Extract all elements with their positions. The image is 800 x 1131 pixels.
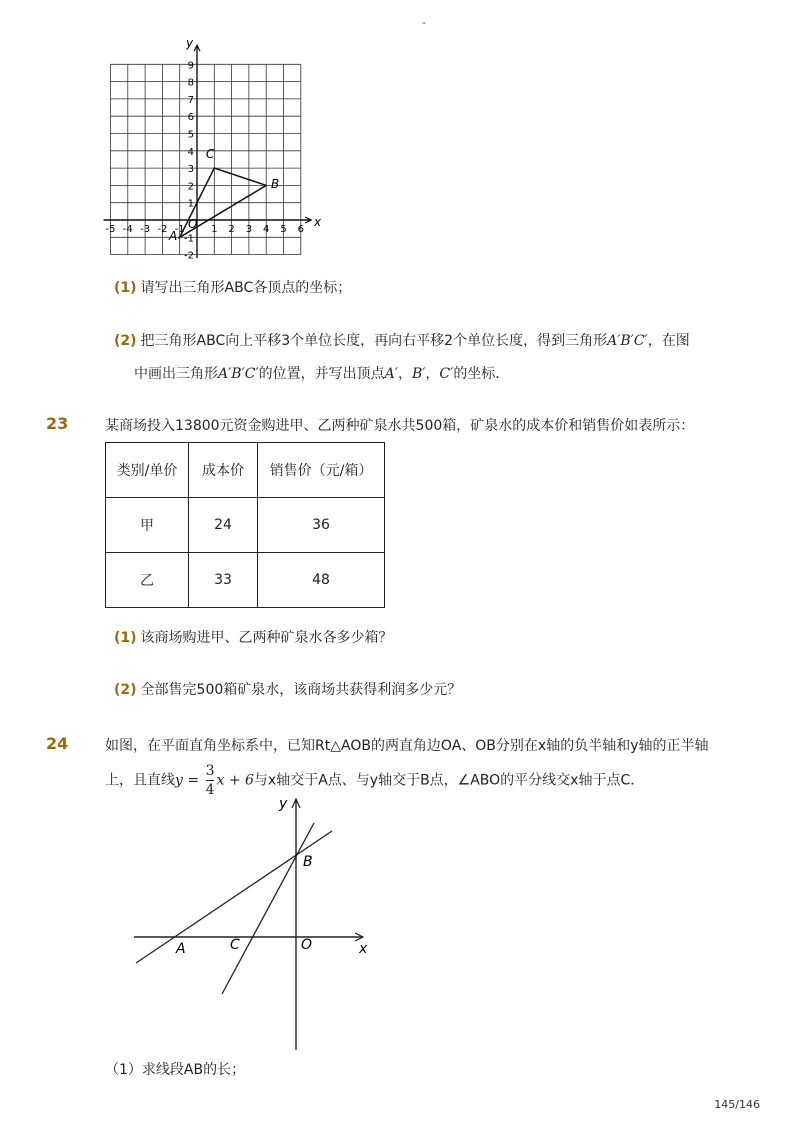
x-tick-label: 5 <box>280 224 287 235</box>
q22-sub2-line1 <box>114 331 690 351</box>
y-tick-label: 9 <box>187 60 194 72</box>
q23-sub2 <box>114 680 461 700</box>
table-cell: 36 <box>258 498 385 553</box>
q22-sub1-number: (1) <box>114 280 137 296</box>
grid-tick-labels <box>106 60 304 261</box>
x-tick-label: -1 <box>174 224 185 235</box>
q22-sub1 <box>114 278 351 298</box>
q23-sub1 <box>114 628 393 648</box>
a-prime: A′ <box>384 366 398 382</box>
q24-line2-b: 与x轴交于A点、与y轴交于B点，∠ABO的平分线交x轴于点C． <box>253 772 645 789</box>
q22-tri-prime: A′B′C′ <box>607 333 648 349</box>
table-cell: 33 <box>189 553 258 608</box>
y-tick-label: 3 <box>187 164 194 176</box>
y-tick-label: 4 <box>187 146 194 158</box>
y-tick-label: -2 <box>184 250 194 262</box>
table-header-row <box>106 443 385 498</box>
x-tick-label: -3 <box>140 224 151 235</box>
page-number: 145/146 <box>714 1098 760 1111</box>
eq-equals: = <box>182 772 204 789</box>
line-bc <box>222 823 314 994</box>
x-tick-label: 6 <box>297 224 304 235</box>
q22-sub2-line2 <box>134 364 509 384</box>
q23-sub1-number: (1) <box>114 630 137 646</box>
x-tick-label: -4 <box>122 224 133 235</box>
q22-tri-prime-2: A′B′C′ <box>218 366 259 382</box>
q23-sub1-text: 该商场购进甲、乙两种矿泉水各多少箱？ <box>140 630 393 646</box>
q23-number: 23 <box>46 414 69 433</box>
table-header-cell: 成本价 <box>189 443 258 498</box>
fig-label-c: C <box>230 937 240 953</box>
y-axis-label: y <box>186 36 194 50</box>
origin-label: O <box>188 217 198 231</box>
y-tick-label: 2 <box>187 181 194 193</box>
eq-lhs: y <box>175 772 183 789</box>
vertex-label-b: B <box>271 177 280 191</box>
table-header-cell: 销售价（元/箱） <box>258 443 385 498</box>
q24-figure <box>130 792 380 1056</box>
y-tick-label: 7 <box>187 94 194 106</box>
header-mark: - <box>422 16 426 29</box>
coordinate-grid-figure <box>100 34 325 262</box>
y-tick-label: 6 <box>187 112 194 124</box>
table-header-cell: 类别/单价 <box>106 443 189 498</box>
fraction-numerator: 3 <box>205 763 215 779</box>
q22-sub2-number: (2) <box>114 333 137 349</box>
sep-1: ， <box>397 366 412 382</box>
table-row <box>106 553 385 608</box>
x-tick-label: -2 <box>157 224 168 235</box>
q23-sub2-text: 全部售完500箱矿泉水，该商场共获得利润多少元？ <box>140 682 462 698</box>
y-tick-label: 1 <box>187 198 194 210</box>
q24-number: 24 <box>46 734 69 753</box>
eq-rest: x + 6 <box>216 772 254 789</box>
q22-sub2-line2-b: 的位置，并写出顶点 <box>258 366 385 382</box>
table-cell: 24 <box>189 498 258 553</box>
x-tick-label: -5 <box>105 224 116 235</box>
table-cell: 甲 <box>106 498 189 553</box>
x-axis-label: x <box>314 215 322 229</box>
y-tick-label: 5 <box>187 129 194 141</box>
q22-sub2-text-a: 把三角形ABC向上平移3个单位长度，再向右平移2个单位长度，得到三角形 <box>140 333 608 349</box>
fig-label-b: B <box>303 854 313 870</box>
q22-sub2-line2-c: 的坐标． <box>453 366 510 382</box>
x-tick-label: 2 <box>228 224 235 235</box>
fig-label-x: x <box>359 941 368 957</box>
table-cell: 乙 <box>106 553 189 608</box>
q24-line2-a: 上，且直线 <box>105 772 175 789</box>
price-table <box>105 442 385 608</box>
fig-label-o: O <box>301 937 313 953</box>
q24-sub1: （1）求线段AB的长； <box>105 1062 246 1078</box>
fraction-denominator: 4 <box>205 782 215 798</box>
q24-line1: 如图，在平面直角坐标系中，已知Rt△AOB的两直角边OA、OB分别在x轴的负半轴和y轴的正半轴 <box>105 738 709 754</box>
x-tick-label: 3 <box>245 224 253 235</box>
q23-sub2-number: (2) <box>114 682 137 698</box>
c-prime: C′ <box>439 366 454 382</box>
table-row <box>106 498 385 553</box>
fig-label-a: A <box>176 941 186 957</box>
sep-2: ， <box>425 366 440 382</box>
x-tick-label: 1 <box>211 224 218 235</box>
x-tick-label: 4 <box>263 224 270 235</box>
q23-stem: 某商场投入13800元资金购进甲、乙两种矿泉水共500箱，矿泉水的成本价和销售价如表所示： <box>105 418 695 434</box>
table-cell: 48 <box>258 553 385 608</box>
vertex-label-a: A <box>169 229 178 243</box>
q22-sub1-text: 请写出三角形ABC各顶点的坐标； <box>140 280 352 296</box>
y-tick-label: 8 <box>187 77 194 89</box>
fig-label-y: y <box>279 796 288 812</box>
q22-sub2-line2-a: 中画出三角形 <box>134 366 218 382</box>
q22-sub2-text-b: ，在图 <box>647 333 690 349</box>
vertex-label-c: C <box>206 147 215 161</box>
y-tick-label: -1 <box>184 233 194 245</box>
b-prime: B′ <box>411 366 426 382</box>
